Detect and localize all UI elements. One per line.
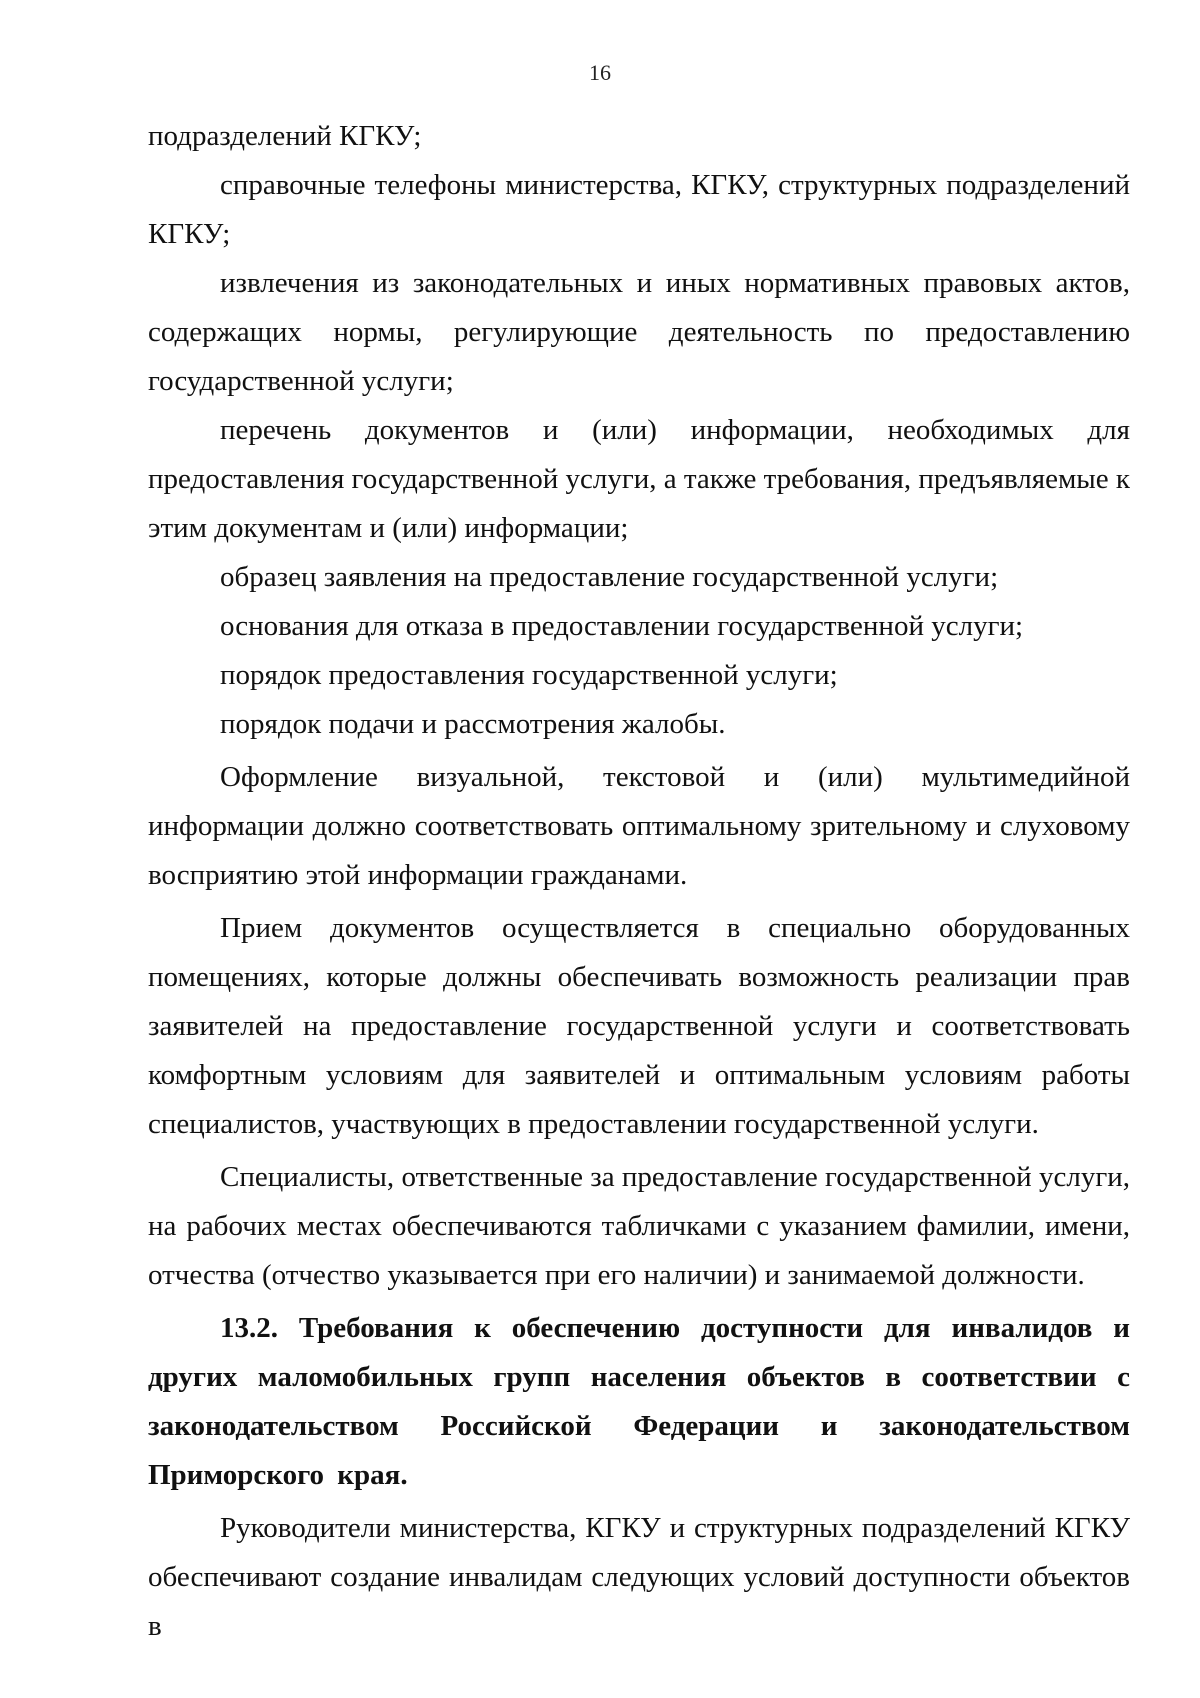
paragraph: образец заявления на предоставление государственной услуги; — [220, 561, 999, 593]
page-number: 16 — [589, 60, 611, 85]
paragraph: Руководители министерства, КГКУ и структурных подразделений КГКУ обеспечивают создание инвалидам следующих условий доступности объектов в — [148, 1512, 1130, 1642]
paragraph: перечень документов и (или) информации, необходимых для предоставления государственной услуги, а также требования, предъявляемые к этим документам и (или) информации; — [148, 414, 1130, 544]
document-body — [148, 112, 1130, 1651]
paragraph: справочные телефоны министерства, КГКУ, структурных подразделений КГКУ; — [148, 169, 1130, 250]
paragraph: порядок предоставления государственной услуги; — [220, 659, 838, 691]
paragraph: извлечения из законодательных и иных нормативных правовых актов, содержащих нормы, регулирующие деятельность по предоставлению государственной услуги; — [148, 267, 1130, 397]
section-heading: 13.2. Требования к обеспечению доступности для инвалидов и других маломобильных групп населения объектов в соответствии с законодательством Российской Федерации и законодательством Приморского края. — [148, 1312, 1130, 1491]
paragraph: Специалисты, ответственные за предоставление государственной услуги, на рабочих местах обеспечиваются табличками с указанием фамилии, имени, отчества (отчество указывается при его наличии) и занимаемой должности. — [148, 1161, 1130, 1291]
paragraph: подразделений КГКУ; — [148, 120, 422, 152]
paragraph: порядок подачи и рассмотрения жалобы. — [220, 708, 726, 740]
paragraph: основания для отказа в предоставлении государственной услуги; — [220, 610, 1024, 642]
paragraph: Прием документов осуществляется в специально оборудованных помещениях, которые должны обеспечивать возможность реализации прав заявителей на предоставление государственной услуги и соответствовать комфортным условиям для заявителей и оптимальным условиям работы специалистов, участвующих в предоставлении государственной услуги. — [148, 912, 1130, 1140]
paragraph: Оформление визуальной, текстовой и (или) мультимедийной информации должно соответствовать оптимальному зрительному и слуховому восприятию этой информации гражданами. — [148, 761, 1130, 891]
